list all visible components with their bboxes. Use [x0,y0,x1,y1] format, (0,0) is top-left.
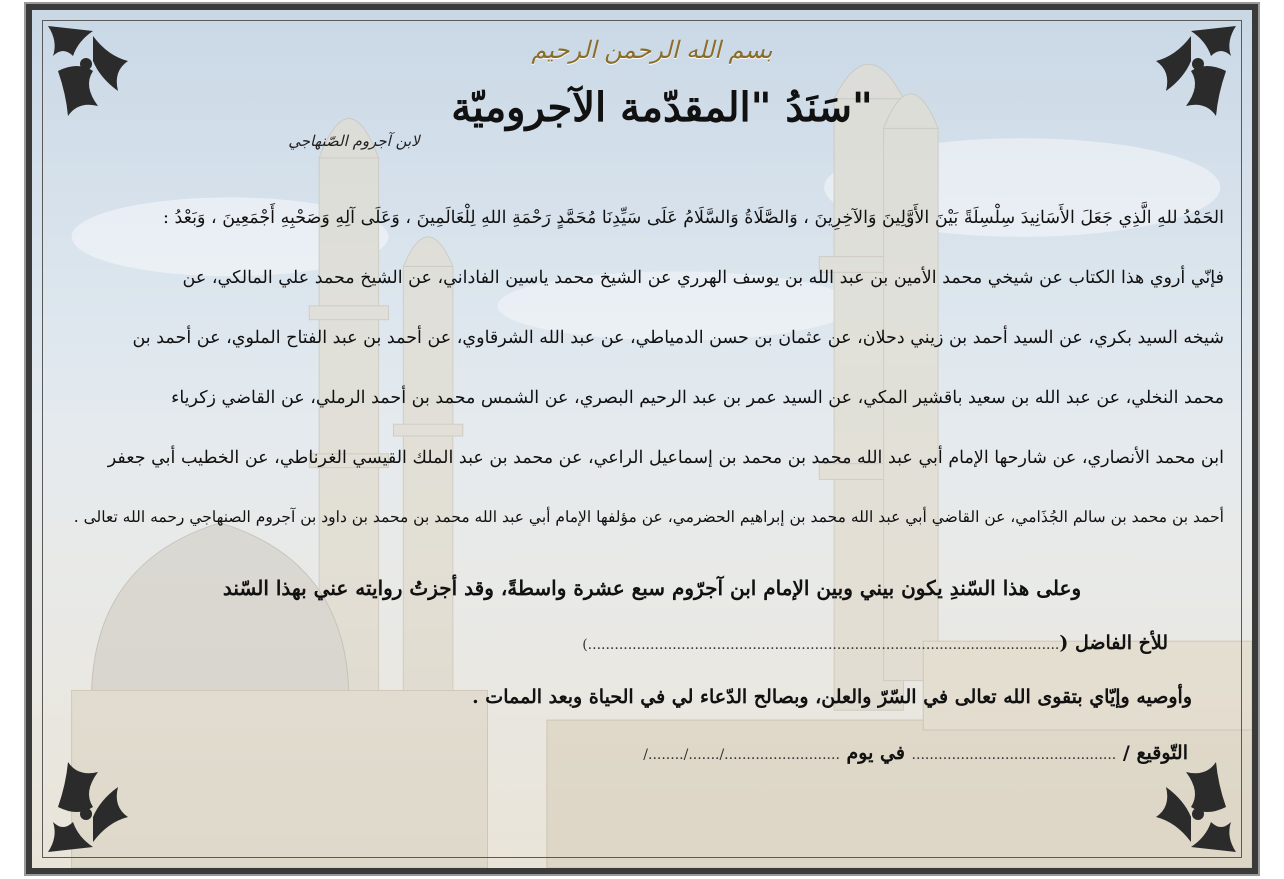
certificate-title: سَنَدُ "المقدّمة الآجروميّة" [451,84,873,131]
advice-line: وأوصيه وإيّاي بتقوى الله تعالى في السّرّ والعلن، وبصالح الدّعاء لي في الحياة وبعد الممات . [472,686,1192,708]
recipient-name-field[interactable]: ..........................................................................................................) [582,637,1060,653]
date-field[interactable]: ........................../......./......../ [643,747,840,763]
corner-ornament-icon [38,16,148,126]
basmala: بسم الله الرحمن الرحيم [531,36,773,64]
date-label: في يوم [846,742,905,764]
chain-note: وعلى هذا السّندِ يكون بيني وبين الإمام ابن آجرّوم سبع عشرة واسطةً، وقد أجزتُ روايته عني بهذا السّند [222,576,1082,600]
signature-date-line [492,742,1188,764]
certificate-subtitle: لابن آجروم الصّنهاجي [288,132,420,150]
chain-line: شيخه السيد بكري، عن السيد أحمد بن زيني دحلان، عن عثمان بن حسن الدمياطي، عن عبد الله الشرقاوي، عن أحمد بن عبد الفتاح الملوي، عن أحمد بن [132,328,1224,348]
opening-praise-line: الحَمْدُ للهِ الَّذِي جَعَلَ الأَسَانِيدَ سِلْسِلَةً بَيْنَ الأَوَّلِينَ وَالآخِرِينَ ، وَالصَّلَاةُ وَالسَّلَامُ عَلَى سَيِّدِنَا مُحَمَّدٍ رَحْمَةِ اللهِ لِلْعَالَمِينَ ، وَعَلَى آلِهِ وَصَحْبِهِ أَجْمَعِينَ ، وَبَعْدُ : [163,208,1224,228]
signature-field[interactable]: .............................................. [911,747,1117,763]
chain-line: فإنّي أروي هذا الكتاب عن شيخي محمد الأمين بن عبد الله بن يوسف الهرري عن الشيخ محمد ياسين الفاداني، عن الشيخ محمد علي المالكي، عن [182,268,1224,288]
certificate-frame [26,4,1258,874]
chain-line: محمد النخلي، عن عبد الله بن سعيد باقشير المكي، عن السيد عمر بن عبد الرحيم البصري، عن الشمس محمد بن أحمد الرملي، عن القاضي زكرياء [171,388,1224,408]
corner-ornament-icon [1136,752,1246,862]
chain-line: ابن محمد الأنصاري، عن شارحها الإمام أبي عبد الله محمد بن محمد بن إسماعيل الراعي، عن محمد بن عبد الملك القيسي الغرناطي، عن الخطيب أبي جعفر [107,448,1224,468]
recipient-line [332,632,1168,654]
corner-ornament-icon [1136,16,1246,126]
recipient-label: للأخ الفاضل ( [1059,632,1168,654]
mosque-background [32,10,1252,868]
signature-label: التّوقيع / [1122,742,1188,764]
chain-line: أحمد بن محمد بن سالم الجُذَامي، عن القاضي أبي عبد الله محمد بن إبراهيم الحضرمي، عن مؤلفها الإمام أبي عبد الله محمد بن محمد بن داود بن آجروم الصنهاجي رحمه الله تعالى . [73,508,1224,526]
corner-ornament-icon [38,752,148,862]
